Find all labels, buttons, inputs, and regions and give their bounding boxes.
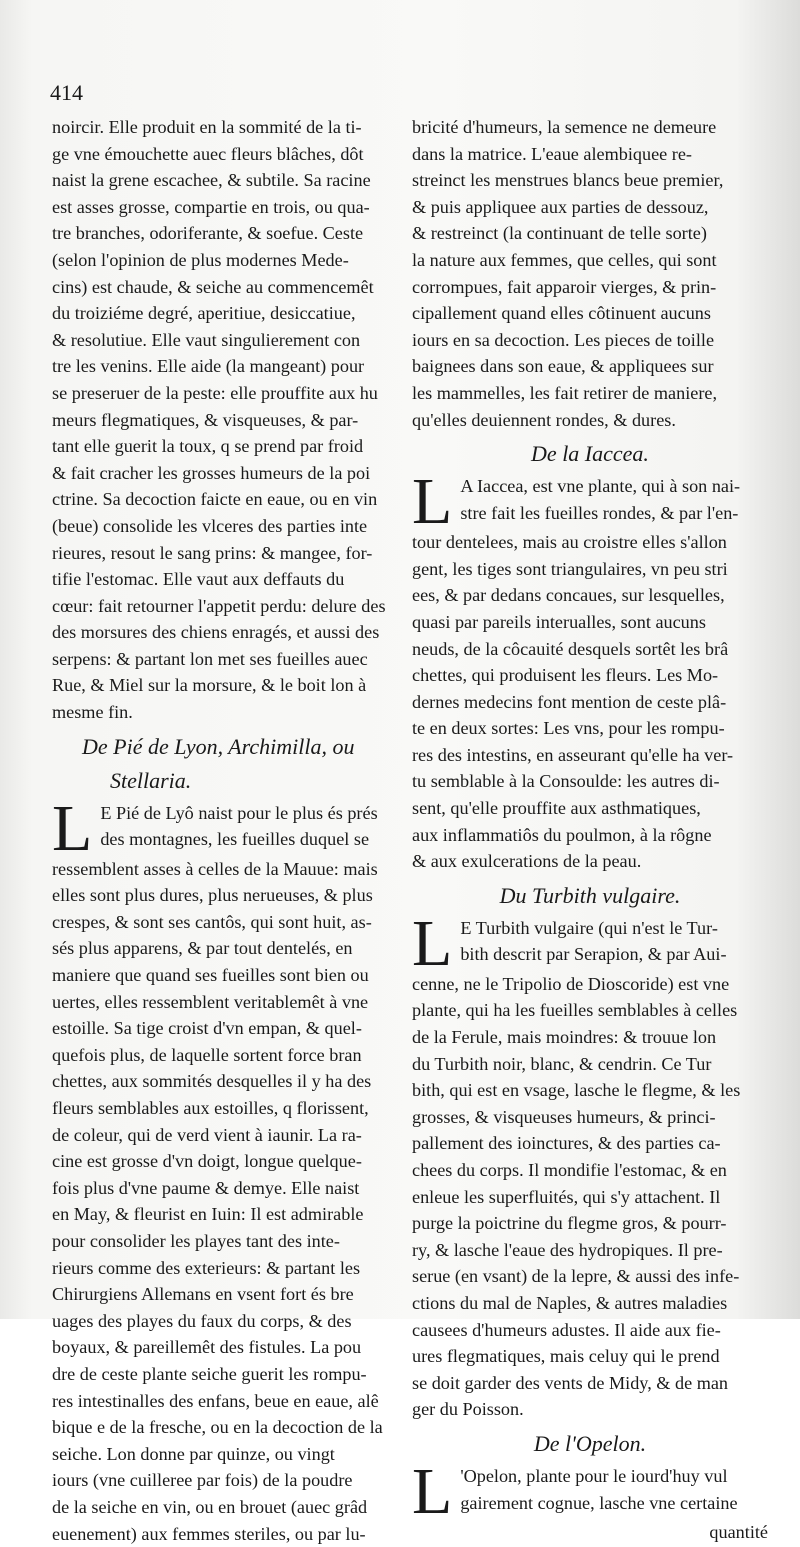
text-line: plante, qui ha les fueilles semblables à celles: [412, 997, 768, 1024]
right-column: [412, 114, 768, 1546]
text-line: en May, & fleurist en Iuin: Il est admirable: [52, 1201, 390, 1228]
text-line: & puis appliquee aux parties de dessouz,: [412, 194, 768, 221]
first-lines: [412, 1463, 768, 1516]
text-line: dernes medecins font mention de ceste plâ-: [412, 689, 768, 716]
text-line: ctrine. Sa decoction faicte en eaue, ou en vin: [52, 486, 390, 513]
text-line: chettes, qui produisent les fleurs. Les Mo-: [412, 662, 768, 689]
text-line: uages des playes du faux du corps, & des: [52, 1308, 390, 1335]
paragraph-body: [52, 856, 390, 1547]
text-line: A Iaccea, est vne plante, qui à son nai-: [412, 473, 768, 500]
text-line: cipallement quand elles côtinuent aucuns: [412, 300, 768, 327]
text-line: tre branches, odoriferante, & soefue. Ceste: [52, 220, 390, 247]
text-line: causees d'humeurs adustes. Il aide aux fie-: [412, 1317, 768, 1344]
heading-iaccea: De la Iaccea.: [412, 439, 768, 469]
text-line: se preseruer de la peste: elle prouffite aux hu: [52, 380, 390, 407]
text-line: fois plus d'vne paume & demye. Elle naist: [52, 1175, 390, 1202]
text-line: aux inflammatiôs du poulmon, à la rôgne: [412, 822, 768, 849]
text-line: la nature aux femmes, que celles, qui sont: [412, 247, 768, 274]
text-line: quefois plus, de laquelle sortent force bran: [52, 1042, 390, 1069]
text-line: tu semblable à la Consoulde: les autres di-: [412, 768, 768, 795]
text-line: dre de ceste plante seiche guerit les rompu-: [52, 1361, 390, 1388]
text-line: naist la grene escachee, & subtile. Sa racine: [52, 167, 390, 194]
text-line: du Turbith noir, blanc, & cendrin. Ce Tur: [412, 1051, 768, 1078]
text-line: noircir. Elle produit en la sommité de la ti-: [52, 114, 390, 141]
text-line: Rue, & Miel sur la morsure, & le boit lon à: [52, 672, 390, 699]
heading-pie-de-lyon: De Pié de Lyon, Archimilla, ou: [52, 732, 390, 762]
text-block-stellaria-continued: [52, 114, 390, 726]
text-line: est asses grosse, compartie en trois, ou qua-: [52, 194, 390, 221]
text-line: streinct les menstrues blancs beue premier,: [412, 167, 768, 194]
text-line: pallement des ioinctures, & des parties ca-: [412, 1130, 768, 1157]
text-line: estoille. Sa tige croist d'vn empan, & quel-: [52, 1015, 390, 1042]
text-line: crespes, & sont ses cantôs, qui sont huit, as-: [52, 909, 390, 936]
text-line: serpens: & partant lon met ses fueilles auec: [52, 646, 390, 673]
text-line: gent, les tiges sont triangulaires, vn peu stri: [412, 556, 768, 583]
text-line: seiche. Lon donne par quinze, ou vingt: [52, 1441, 390, 1468]
first-lines: [412, 473, 768, 526]
text-line: bith, qui est en vsage, lasche le flegme, & les: [412, 1077, 768, 1104]
text-line: quasi par pareils interualles, sont aucuns: [412, 609, 768, 636]
heading-opelon: De l'Opelon.: [412, 1429, 768, 1459]
text-line: tre les venins. Elle aide (la mangeant) pour: [52, 353, 390, 380]
text-line: cine est grosse d'vn doigt, longue quelque-: [52, 1148, 390, 1175]
text-line: ry, & lasche l'eaue des hydropiques. Il pre-: [412, 1237, 768, 1264]
text-line: res intestinalles des enfans, beue en eaue, alê: [52, 1388, 390, 1415]
text-line: cœur: fait retourner l'appetit perdu: delure des: [52, 593, 390, 620]
text-line: boyaux, & pareillemêt des fistules. La pou: [52, 1334, 390, 1361]
text-line: Chirurgiens Allemans en vsent fort és bre: [52, 1281, 390, 1308]
text-line: corrompues, fait apparoir vierges, & prin-: [412, 274, 768, 301]
text-line: euenement) aux femmes steriles, ou par lu-: [52, 1521, 390, 1547]
text-line: neuds, de la côcauité desquels sortêt les brâ: [412, 636, 768, 663]
paragraph-opelon: [412, 1463, 768, 1546]
text-line: cenne, ne le Tripolio de Dioscoride) est vne: [412, 971, 768, 998]
text-line: iours en sa decoction. Les pieces de toille: [412, 327, 768, 354]
text-line: des montagnes, les fueilles duquel se: [52, 826, 390, 853]
text-line: tant elle guerit la toux, q se prend par froid: [52, 433, 390, 460]
paragraph-iaccea: [412, 473, 768, 875]
drop-cap-letter: L: [412, 917, 452, 971]
heading-turbith: Du Turbith vulgaire.: [412, 881, 768, 911]
paragraph-turbith: [412, 915, 768, 1423]
text-line: sés plus apparens, & par tout dentelés, en: [52, 935, 390, 962]
paragraph-body: [412, 971, 768, 1423]
text-line: uertes, elles ressemblent veritablemêt à vne: [52, 989, 390, 1016]
text-block-continued: [412, 114, 768, 433]
text-line: & aux exulcerations de la peau.: [412, 848, 768, 875]
text-line: rieures, resout le sang prins: & mangee, for-: [52, 540, 390, 567]
heading-stellaria: Stellaria.: [52, 766, 390, 796]
text-line: ees, & par dedans concaues, sur lesquelles,: [412, 582, 768, 609]
text-line: & fait cracher les grosses humeurs de la poi: [52, 460, 390, 487]
text-line: chees du corps. Il mondifie l'estomac, & en: [412, 1157, 768, 1184]
text-line: ger du Poisson.: [412, 1396, 768, 1423]
text-line: mesme fin.: [52, 699, 390, 726]
text-line: E Pié de Lyô naist pour le plus és prés: [52, 800, 390, 827]
text-line: baignees dans son eaue, & appliquees sur: [412, 353, 768, 380]
text-line: qu'elles deuiennent rondes, & dures.: [412, 407, 768, 434]
text-line: & restreinct (la continuant de telle sorte): [412, 220, 768, 247]
text-line: fleurs semblables aux estoilles, q florissent,: [52, 1095, 390, 1122]
text-line: enleue les superfluités, qui s'y attachent. Il: [412, 1184, 768, 1211]
drop-cap-letter: L: [412, 475, 452, 529]
text-line: ctions du mal de Naples, & autres maladies: [412, 1290, 768, 1317]
text-line: elles sont plus dures, plus nerueuses, & plus: [52, 882, 390, 909]
paragraph-body: [412, 529, 768, 875]
paragraph-pie-de-lyon: [52, 800, 390, 1547]
text-line: res des intestins, en asseurant qu'elle ha ver-: [412, 742, 768, 769]
text-line: chettes, aux sommités desquelles il y ha des: [52, 1068, 390, 1095]
text-line: (beue) consolide les vlceres des parties inte: [52, 513, 390, 540]
text-line: sent, qu'elle prouffite aux asthmatiques,: [412, 795, 768, 822]
text-line: bith descrit par Serapion, & par Aui-: [412, 941, 768, 968]
text-line: serue (en vsant) de la lepre, & aussi des infe-: [412, 1263, 768, 1290]
text-line: pour consolider les playes tant des inte-: [52, 1228, 390, 1255]
text-line: du troiziéme degré, aperitiue, desiccatiue,: [52, 300, 390, 327]
text-line: ures flegmatiques, mais celuy qui le prend: [412, 1343, 768, 1370]
text-line: tifie l'estomac. Elle vaut aux deffauts du: [52, 566, 390, 593]
text-line: & resolutiue. Elle vaut singulierement con: [52, 327, 390, 354]
text-line: (selon l'opinion de plus modernes Mede-: [52, 247, 390, 274]
text-line: les mammelles, les fait retirer de maniere,: [412, 380, 768, 407]
text-line: des morsures des chiens enragés, et aussi des: [52, 619, 390, 646]
page-number: 414: [50, 80, 83, 106]
text-line: bique e de la fresche, ou en la decoction de la: [52, 1414, 390, 1441]
text-line: de la Ferule, mais moindres: & trouue lon: [412, 1024, 768, 1051]
drop-cap-letter: L: [412, 1465, 452, 1519]
text-line: iours (vne cuilleree par fois) de la poudre: [52, 1467, 390, 1494]
text-line: de coleur, qui de verd vient à iaunir. La ra-: [52, 1122, 390, 1149]
text-line: se doit garder des vents de Midy, & de man: [412, 1370, 768, 1397]
left-column: [52, 114, 390, 1547]
first-lines: [52, 800, 390, 853]
text-line: meurs flegmatiques, & visqueuses, & par-: [52, 407, 390, 434]
text-line: grosses, & visqueuses humeurs, & princi-: [412, 1104, 768, 1131]
first-lines: [412, 915, 768, 968]
text-line: ge vne émouchette auec fleurs blâches, dôt: [52, 141, 390, 168]
text-line: dans la matrice. L'eaue alembiquee re-: [412, 141, 768, 168]
text-line: gairement cognue, lasche vne certaine: [412, 1490, 768, 1517]
text-line: stre fait les fueilles rondes, & par l'en-: [412, 500, 768, 527]
text-line: purge la poictrine du flegme gros, & pourr-: [412, 1210, 768, 1237]
text-line: rieurs comme des exterieurs: & partant les: [52, 1255, 390, 1282]
text-line: maniere que quand ses fueilles sont bien ou: [52, 962, 390, 989]
text-line: bricité d'humeurs, la semence ne demeure: [412, 114, 768, 141]
text-line: ressemblent asses à celles de la Mauue: mais: [52, 856, 390, 883]
text-line: te en deux sortes: Les vns, pour les rompu-: [412, 715, 768, 742]
drop-cap-letter: L: [52, 802, 92, 856]
text-line: E Turbith vulgaire (qui n'est le Tur-: [412, 915, 768, 942]
text-line: 'Opelon, plante pour le iourd'huy vul: [412, 1463, 768, 1490]
catchword: quantité: [412, 1519, 768, 1546]
text-line: cins) est chaude, & seiche au commencemêt: [52, 274, 390, 301]
text-line: de la seiche en vin, ou en brouet (auec grâd: [52, 1494, 390, 1521]
text-line: tour dentelees, mais au croistre elles s'allon: [412, 529, 768, 556]
